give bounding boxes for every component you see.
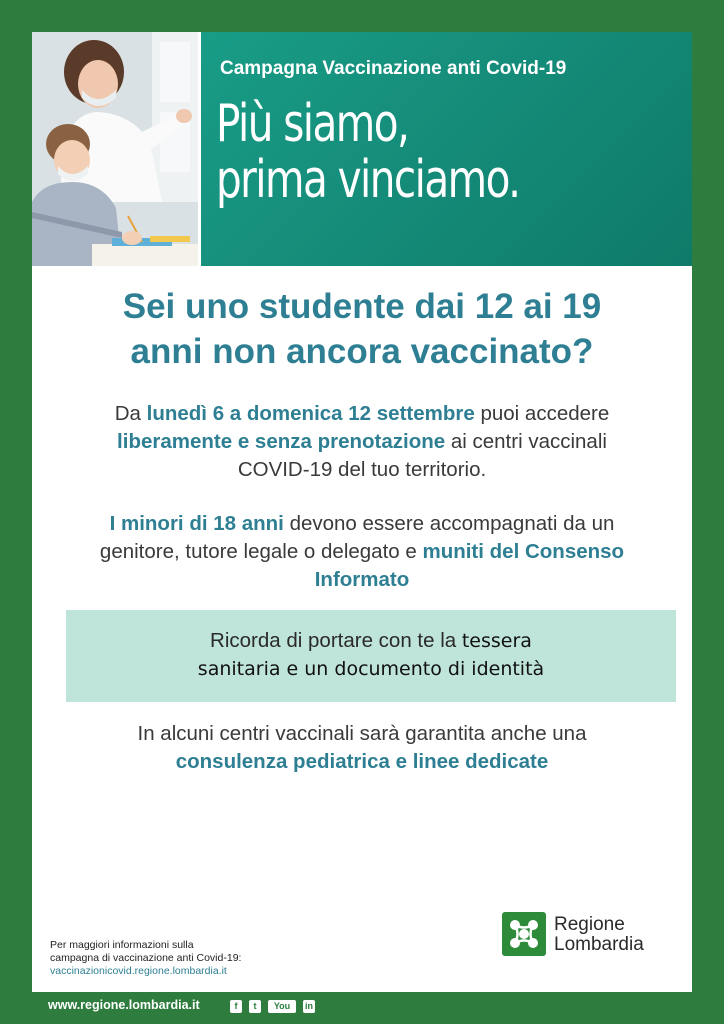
facebook-icon[interactable]: f bbox=[230, 1000, 242, 1013]
headline-line-1: Sei uno studente dai 12 ai 19 bbox=[122, 287, 602, 326]
dates-highlight: lunedì 6 a domenica 12 settembre bbox=[146, 402, 475, 425]
logo-text bbox=[554, 915, 644, 955]
social-links bbox=[230, 998, 315, 1014]
text-segment: Da bbox=[114, 402, 147, 425]
header-photo bbox=[32, 32, 198, 266]
consent-highlight: muniti del Consenso bbox=[422, 540, 625, 563]
rosa-camuna-icon bbox=[502, 912, 546, 956]
poster bbox=[32, 32, 692, 992]
pediatric-line-2: consulenza pediatrica e linee dedicate bbox=[175, 750, 549, 773]
campaign-title: Campagna Vaccinazione anti Covid-19 bbox=[220, 58, 567, 79]
reminder-line-1 bbox=[66, 627, 676, 655]
minors-paragraph bbox=[32, 510, 692, 594]
reminder-box bbox=[66, 610, 676, 702]
main-headline bbox=[32, 284, 692, 374]
header-banner bbox=[32, 32, 692, 266]
info-block bbox=[50, 939, 310, 978]
regione-lombardia-logo bbox=[502, 912, 682, 958]
photo-divider bbox=[198, 32, 201, 266]
logo-line-2: Lombardia bbox=[554, 934, 644, 955]
dates-line-2 bbox=[32, 428, 692, 456]
slogan bbox=[216, 96, 519, 208]
info-url-link[interactable]: vaccinazionicovid.regione.lombardia.it bbox=[50, 965, 227, 977]
dates-paragraph bbox=[32, 400, 692, 484]
reminder-line-2: sanitaria e un documento di identità bbox=[197, 658, 545, 680]
dates-line-3: COVID-19 del tuo territorio. bbox=[237, 458, 487, 481]
pediatric-line-1: In alcuni centri vaccinali sarà garantita anche una bbox=[137, 722, 587, 745]
minors-line-3: Informato bbox=[314, 568, 410, 591]
minors-highlight: I minori di 18 anni bbox=[109, 512, 284, 535]
no-booking-highlight: liberamente e senza prenotazione bbox=[117, 430, 446, 453]
linkedin-icon[interactable]: in bbox=[305, 1000, 313, 1011]
minors-line-2 bbox=[32, 538, 692, 566]
text-segment: Ricorda di portare con te la bbox=[210, 629, 462, 652]
text-segment: devono essere accompagnati da un bbox=[283, 512, 615, 535]
slogan-line-1: Più siamo, bbox=[216, 94, 409, 154]
logo-line-1: Regione bbox=[554, 914, 625, 935]
dates-line-1 bbox=[32, 400, 692, 428]
text-segment: genitore, tutore legale o delegato e bbox=[99, 540, 423, 563]
rosa-camuna-icon-svg bbox=[502, 912, 546, 956]
pediatric-paragraph bbox=[32, 720, 692, 776]
youtube-icon[interactable]: You bbox=[268, 1000, 296, 1013]
headline-line-2: anni non ancora vaccinato? bbox=[130, 332, 594, 371]
footer-website-link[interactable]: www.regione.lombardia.it bbox=[48, 998, 200, 1012]
text-segment: ai centri vaccinali bbox=[445, 430, 607, 453]
info-line-1: Per maggiori informazioni sulla bbox=[50, 939, 194, 951]
reminder-text bbox=[66, 627, 676, 683]
reminder-emphasis: tessera bbox=[461, 630, 532, 652]
twitter-icon[interactable]: t bbox=[249, 1000, 261, 1013]
slogan-line-2: prima vinciamo. bbox=[216, 150, 520, 210]
text-segment: puoi accedere bbox=[474, 402, 610, 425]
info-line-2: campagna di vaccinazione anti Covid-19: bbox=[50, 952, 242, 964]
minors-line-1 bbox=[32, 510, 692, 538]
teacher-student-illustration bbox=[32, 32, 198, 266]
